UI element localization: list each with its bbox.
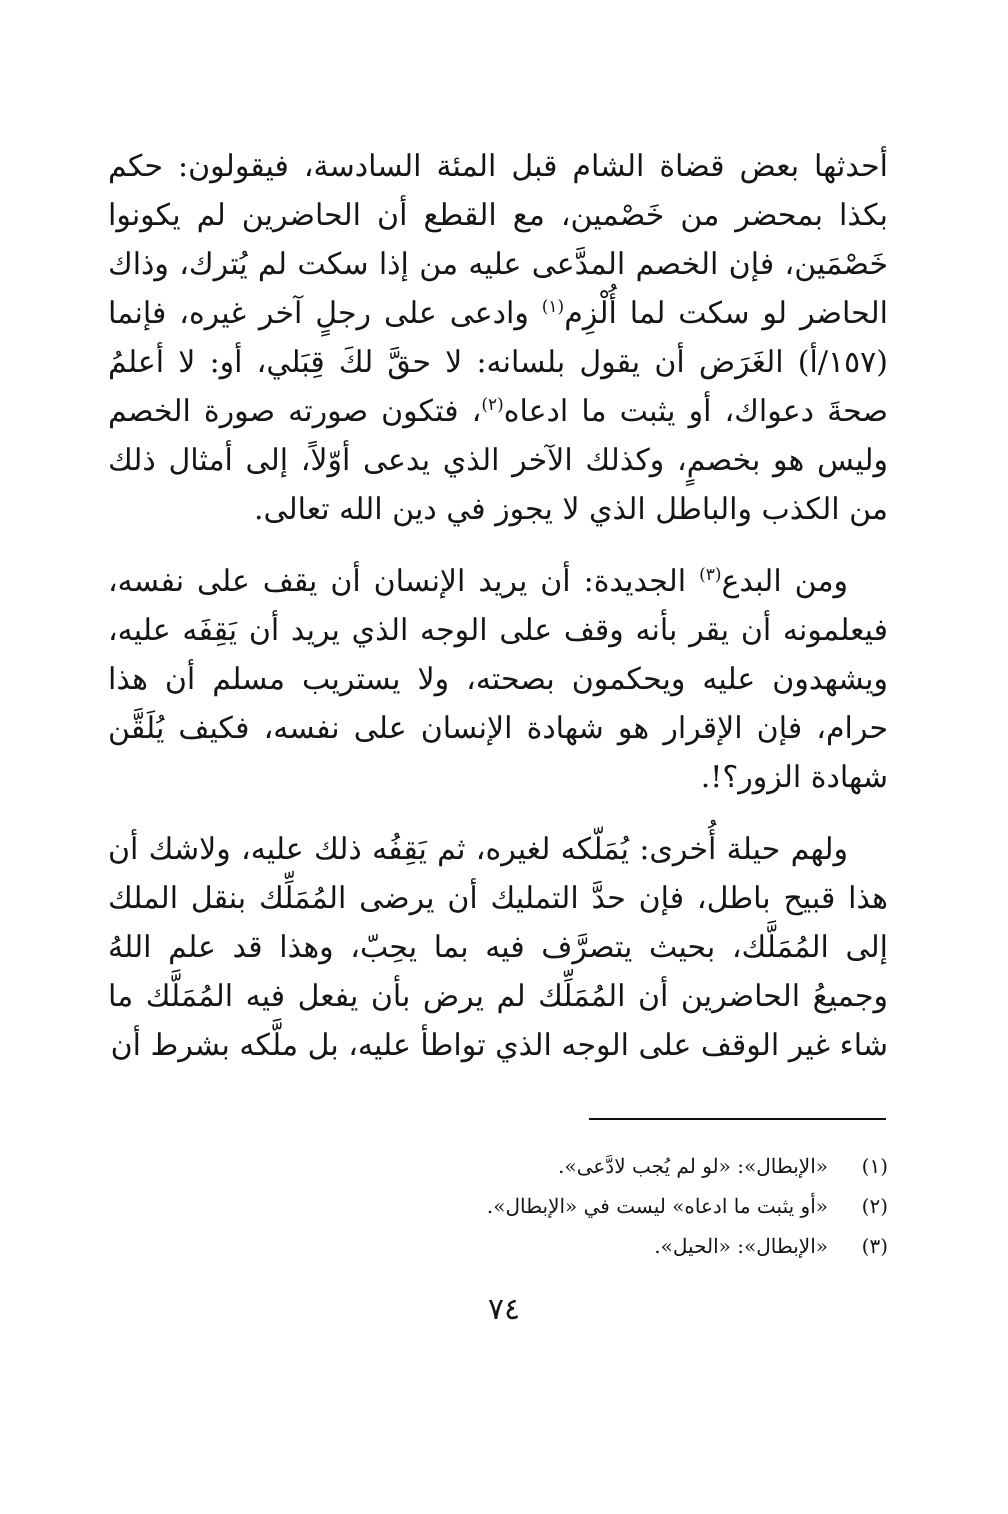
- footnotes: [108, 1146, 888, 1266]
- paragraph-2-text-a: ومن البدع: [721, 564, 849, 599]
- footnote-3-number: (٣): [861, 1234, 888, 1258]
- footnote-2: [108, 1186, 888, 1226]
- paragraph-2: [108, 557, 888, 802]
- footnote-ref-1: (١): [541, 297, 565, 317]
- footnote-2-number: (٢): [861, 1194, 888, 1218]
- footnote-3-text: «الإبطال»: «الحيل».: [654, 1234, 828, 1258]
- footnote-1-text: «الإبطال»: «لو لم يُجب لادَّعى».: [558, 1154, 828, 1178]
- footnote-3: [108, 1226, 888, 1266]
- footnote-ref-3: (٣): [699, 565, 722, 585]
- page-number: ٧٤: [487, 1292, 521, 1327]
- footnote-1: [108, 1146, 888, 1186]
- paragraph-2-text-b: الجديدة: أن يريد الإنسان أن يقف على نفسه، فيعلمونه أن يقر بأنه وقف على الوجه الذي يريد أن يَقِفَه عليه، ويشهدون عليه ويحكمون بصحته، ولا يستريب مسلم أن هذا حرام، فإن الإقرار هو شهادة الإنسان على نفسه، فكيف يُلَقَّن شهادة الزور؟!.: [108, 564, 888, 795]
- footnote-ref-2: (٢): [481, 395, 504, 415]
- paragraph-1-text-a: أحدثها بعض قضاة الشام قبل المئة السادسة، فيقولون: حكم بكذا بمحضر من خَصْمين، مع القطع أن الحاضرين لم يكونوا خَصْمَين، فإن الخصم المدَّعى عليه من إذا سكت لم يُترك، وذاك الحاضر لو سكت لما أُلْزِم: [108, 149, 888, 331]
- footnote-1-number: (١): [861, 1154, 888, 1178]
- paragraph-1-text-c: ، فتكون صورته صورة الخصم وليس هو بخصمٍ، وكذلك الآخر الذي يدعى أوّلاً، إلى أمثال ذلك من الكذب والباطل الذي لا يجوز في دين الله تعالى.: [108, 394, 888, 527]
- main-text: [108, 142, 888, 1070]
- footnote-2-text: «أو يثبت ما ادعاه» ليست في «الإبطال».: [486, 1194, 828, 1218]
- paragraph-1: [108, 142, 888, 534]
- paragraph-3: ولهم حيلة أُخرى: يُمَلّكه لغيره، ثم يَقِفُه ذلك عليه، ولاشك أن هذا قبيح باطل، فإن حدَّ التمليك أن يرضى المُمَلِّك بنقل الملك إلى المُمَلَّك، بحيث يتصرَّف فيه بما يحِبّ، وهذا قد علم اللهُ وجميعُ الحاضرين أن المُمَلِّك لم يرض بأن يفعل فيه المُمَلَّك ما شاء غير الوقف على الوجه الذي تواطأ عليه، بل ملَّكه بشرط أن: [108, 832, 888, 1063]
- footnote-separator: [589, 1118, 886, 1120]
- paragraph-1-text-b: وادعى على رجلٍ آخر غيره، فإنما (١٥٧/أ) الغَرَض أن يقول بلسانه: لا حقَّ لكَ قِبَلي، أو: لا أعلمُ صحةَ دعواك، أو يثبت ما ادعاه: [108, 296, 888, 429]
